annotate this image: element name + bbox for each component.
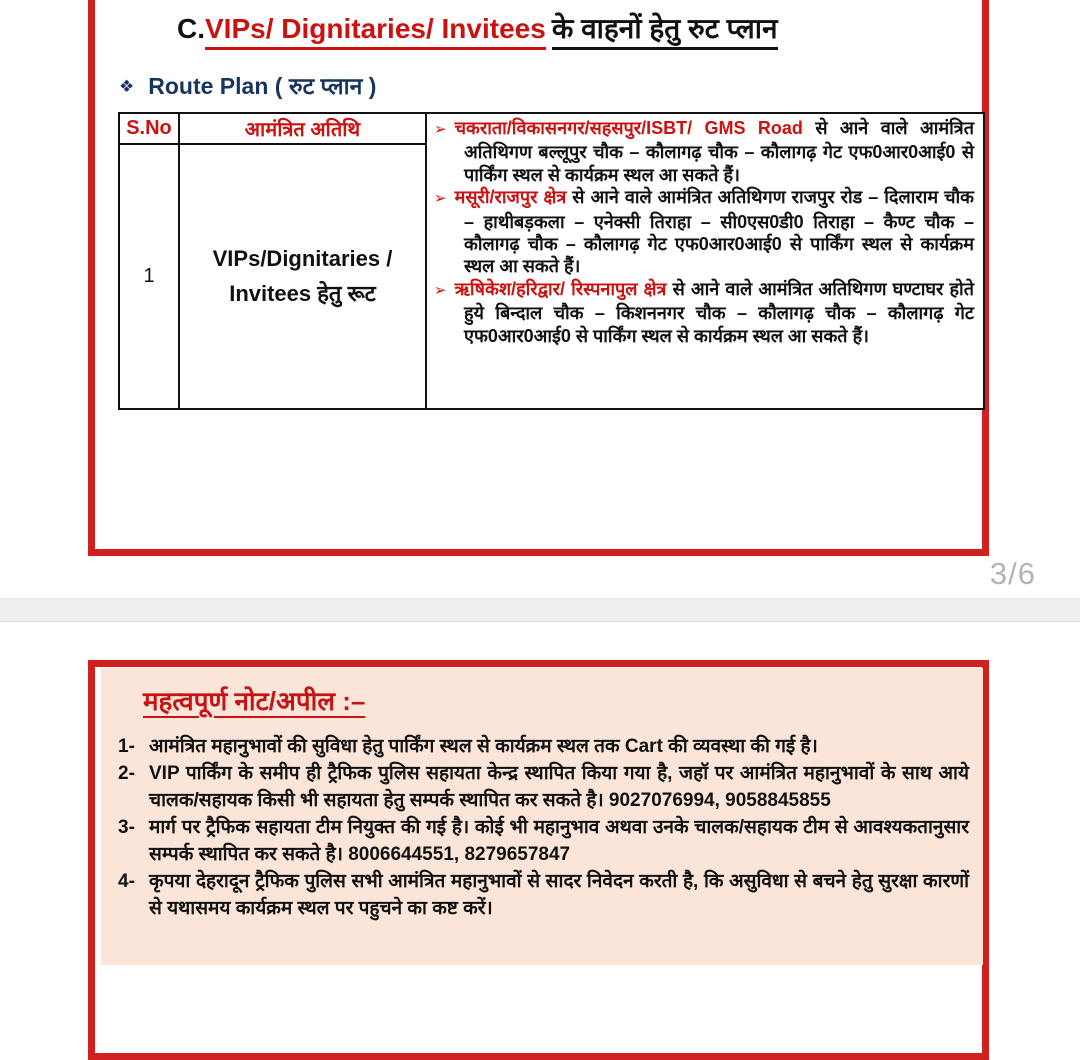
route-origin: ऋषिकेश/हरिद्वार/ रिस्पनापुल क्षेत्र bbox=[454, 278, 667, 299]
page-separator-band bbox=[0, 598, 1080, 622]
route-bullet-1 bbox=[434, 117, 974, 186]
table-cell-sno: 1 bbox=[120, 145, 180, 408]
route-origin: चकराता/विकासनगर/सहसपुर/ISBT/ GMS Road bbox=[454, 118, 803, 138]
route-description: से आने वाले आमंत्रित अतिथिगण बल्लूपुर चौक – कौलागढ़ चौक – कौलागढ़ गेट एफ0आर0आई0 से पार्किंग स्थल से कार्यक्रम स्थल आ सकते हैं। bbox=[464, 118, 975, 185]
route-plan-label-en: Route Plan bbox=[148, 73, 269, 99]
notes-list bbox=[101, 733, 983, 922]
note-item-4 bbox=[118, 868, 969, 922]
title-red-highlight: VIPs/ Dignitaries/ Invitees bbox=[205, 13, 546, 50]
note-number: 3- bbox=[118, 817, 135, 838]
note-number: 1- bbox=[118, 736, 135, 757]
route-bullet-3 bbox=[434, 278, 974, 347]
note-item-1 bbox=[118, 733, 969, 760]
table-cell-guest bbox=[180, 145, 427, 408]
note-text: आमंत्रित महानुभावों की सुविधा हेतु पार्किंग स्थल से कार्यक्रम स्थल तक Cart की व्यवस्था की गई है। bbox=[149, 736, 818, 757]
note-text: VIP पार्किंग के समीप ही ट्रैफिक पुलिस सहायता केन्द्र स्थापित किया गया है, जहॉ पर आमंत्रित महानुभावों के साथ आये चालक/सहायक किसी भी सहायता हेतु सम्पर्क स्थापित कर सकते है। 9027076994, 9058845855 bbox=[149, 763, 969, 811]
table-header-guest: आमंत्रित अतिथि bbox=[180, 114, 427, 145]
note-item-2 bbox=[118, 760, 969, 814]
document-page-1 bbox=[88, 0, 989, 556]
route-origin: मसूरी/राजपुर क्षेत्र bbox=[454, 187, 567, 208]
arrow-bullet-icon: ➢ bbox=[434, 281, 447, 299]
important-note-heading: महत्वपूर्ण नोट/अपील :– bbox=[143, 686, 366, 716]
table-cell-routes bbox=[427, 114, 983, 408]
title-prefix: C. bbox=[177, 13, 205, 44]
note-phone-numbers: 8006644551, 8279657847 bbox=[348, 844, 571, 865]
route-plan-heading bbox=[119, 69, 376, 101]
important-note-panel bbox=[101, 668, 983, 965]
note-phone-numbers: 9027076994, 9058845855 bbox=[608, 790, 831, 811]
route-description: से आने वाले आमंत्रित अतिथिगण राजपुर रोड – दिलाराम चौक – हाथीबड़कला – एनेक्सी तिराहा – सी0एस0डी0 तिराहा – कैण्ट चौक – कौलागढ़ चौक – कौलागढ़ गेट एफ0आर0आई0 से पार्किंग स्थल से कार्यक्रम स्थल आ सकते हैं। bbox=[464, 187, 974, 277]
route-description: से आने वाले आमंत्रित अतिथिगण घण्टाघर होते हुये बिन्दाल चौक – किशननगर चौक – कौलागढ़ चौक – कौलागढ़ गेट एफ0आर0आई0 से पार्किंग स्थल से कार्यक्रम स्थल आ सकते हैं। bbox=[464, 278, 974, 346]
page-number: 3/6 bbox=[989, 556, 1036, 591]
document-page-2 bbox=[88, 660, 989, 1060]
note-bold-term: Cart bbox=[624, 736, 663, 757]
diamond-bullet-icon: ❖ bbox=[119, 77, 135, 96]
route-plan-label-hi: ( रुट प्लान ) bbox=[274, 73, 377, 99]
arrow-bullet-icon: ➢ bbox=[434, 190, 447, 208]
route-bullet-2 bbox=[434, 186, 974, 278]
note-text: मार्ग पर ट्रैफिक सहायता टीम नियुक्त की गई है। कोई भी महानुभाव अथवा उनके चालक/सहायक टीम से आवश्यकतानुसार सम्पर्क स्थापित कर सकते है। 8006644551, 8279657847 bbox=[149, 817, 969, 865]
main-title bbox=[177, 9, 778, 47]
note-item-3 bbox=[118, 814, 969, 868]
note-bold-term: VIP bbox=[149, 763, 180, 784]
note-text: कृपया देहरादून ट्रैफिक पुलिस सभी आमंत्रित महानुभावों से सादर निवेदन करती है, कि असुविधा से बचने हेतु सुरक्षा कारणों से यथासमय कार्यक्रम स्थल पर पहुचने का कष्ट करें। bbox=[149, 871, 969, 919]
note-number: 4- bbox=[118, 871, 135, 892]
table-header-sno: S.No bbox=[120, 114, 180, 145]
route-plan-table bbox=[118, 112, 985, 410]
guest-label-hi: हेतु रूट bbox=[311, 280, 376, 306]
note-number: 2- bbox=[118, 763, 135, 784]
guest-label-en: VIPs/Dignitaries / Invitees bbox=[212, 246, 393, 306]
title-hindi-part: के वाहनों हेतु रुट प्लान bbox=[552, 13, 778, 50]
arrow-bullet-icon: ➢ bbox=[434, 121, 447, 138]
